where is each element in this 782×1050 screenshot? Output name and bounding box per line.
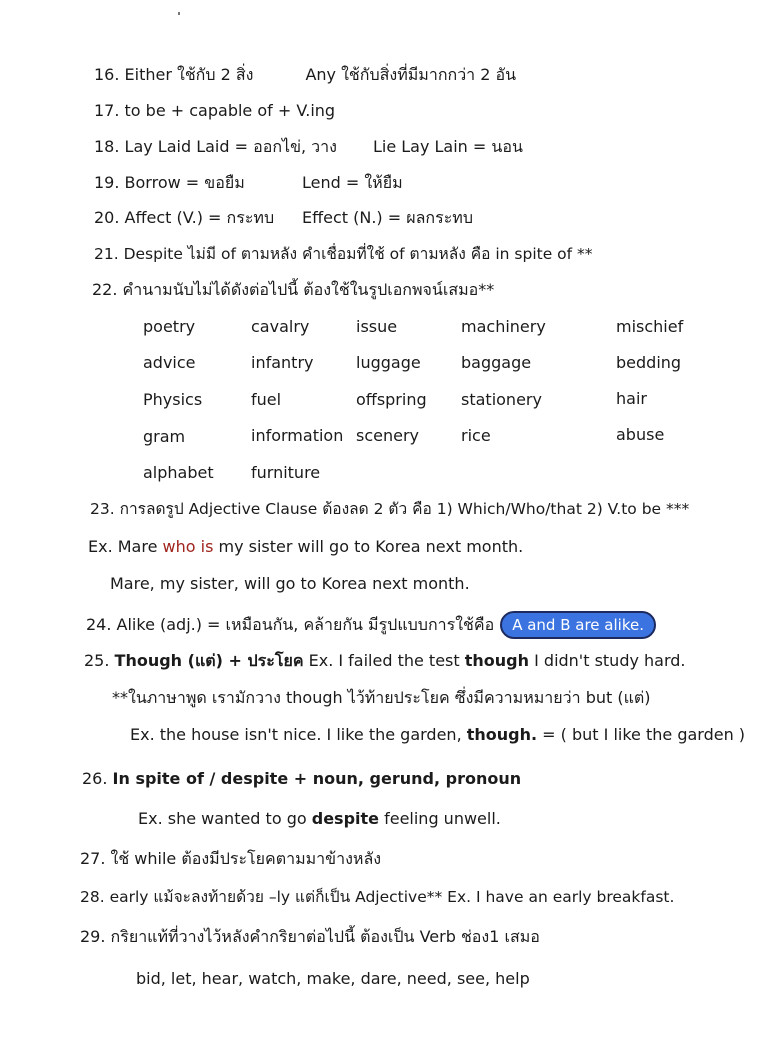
noun-word: scenery [356,426,420,445]
noun-word: offspring [356,390,427,409]
noun-word: bedding [616,353,682,372]
rule-18-lay: 18. Lay Laid Laid = ออกไข่, วาง [94,137,337,156]
scan-speck [178,12,180,15]
noun-word: infantry [251,353,314,372]
noun-word: alphabet [143,463,214,482]
rule-22: 22. คำนามนับไม่ได้ดังต่อไปนี้ ต้องใช้ในรูปเอกพจน์เสมอ** [92,280,495,299]
noun-word: poetry [143,317,196,336]
rule-number: 26. [82,769,113,788]
noun-word: fuel [251,390,282,409]
noun-word: baggage [461,353,532,372]
example-text: I didn't study hard. [529,651,686,670]
noun-word: information [251,426,344,445]
example-text: Ex. she wanted to go [138,809,312,828]
noun-word: furniture [251,463,321,482]
rule-25-note: **ในภาษาพูด เรามักวาง though ไว้ท้ายประโยค ซึ่งมีความหมายว่า but (แต่) [112,688,651,707]
example-text: = ( but I like the garden ) [537,725,746,744]
noun-word: mischief [616,317,684,336]
bold-word: though [464,651,530,670]
bold-rule: Though (แต่) + ประโยค [114,651,304,670]
rule-26-example [138,808,501,830]
noun-word: cavalry [251,317,310,336]
rule-number: 25. [84,651,115,670]
noun-word: advice [143,353,196,372]
bold-word: despite [311,809,379,828]
rule-20-effect: Effect (N.) = ผลกระทบ [302,208,474,227]
rule-18-lie: Lie Lay Lain = นอน [372,137,523,156]
example-text: Ex. I failed the test [303,651,465,670]
rule-19-borrow: 19. Borrow = ขอยืม [94,173,245,192]
rule-23-example-reduced: Mare, my sister, will go to Korea next month. [110,574,470,593]
noun-word: stationery [461,390,542,409]
rule-27: 27. ใช้ while ต้องมีประโยคตามมาข้างหลัง [80,849,382,868]
bold-word: though. [466,725,538,744]
rule-19 [94,172,403,194]
example-text: my sister will go to Korea next month. [213,537,524,556]
rule-23-example [88,536,523,558]
noun-word: gram [143,427,186,446]
noun-word: issue [356,317,398,336]
rule-28: 28. early แม้จะลงท้ายด้วย –ly แต่ก็เป็น Adjective** Ex. I have an early breakfast. [80,888,675,906]
noun-word: machinery [461,317,546,336]
rule-17: 17. to be + capable of + V.ing [94,101,336,120]
noun-word: rice [461,426,491,445]
noun-word: abuse [616,425,665,444]
rule-19-lend: Lend = ให้ยืม [302,173,403,192]
rule-18 [94,136,523,158]
example-text: feeling unwell. [379,809,501,828]
rule-23: 23. การลดรูป Adjective Clause ต้องลด 2 ตัว คือ 1) Which/Who/that 2) V.to be *** [90,500,690,518]
rule-24 [86,611,656,639]
highlighted-pattern: A and B are alike. [500,611,656,639]
rule-16 [94,64,516,86]
noun-word: hair [616,389,647,408]
example-text: Ex. Mare [88,537,163,556]
rule-20-affect: 20. Affect (V.) = กระทบ [94,208,275,227]
rule-24-text: 24. Alike (adj.) = เหมือนกัน, คล้ายกัน มีรูปแบบการใช้คือ [86,615,495,634]
rule-25-example [130,724,745,746]
rule-16-any: Any ใช้กับสิ่งที่มีมากกว่า 2 อัน [305,65,517,84]
rule-20 [94,207,473,229]
rule-21: 21. Despite ไม่มี of ตามหลัง คำเชื่อมที่ใช้ of ตามหลัง คือ in spite of ** [94,245,593,263]
noun-word: Physics [143,390,203,409]
rule-26 [82,768,521,790]
noun-word: luggage [356,353,421,372]
highlighted-clause: who is [162,537,214,556]
example-text: Ex. the house isn't nice. I like the garden, [130,725,467,744]
bold-rule: In spite of / despite + noun, gerund, pronoun [112,769,522,788]
rule-25 [84,650,686,672]
rule-29: 29. กริยาแท้ที่วางไว้หลังคำกริยาต่อไปนี้ ต้องเป็น Verb ช่อง1 เสมอ [80,927,540,946]
rule-16-either: 16. Either ใช้กับ 2 สิ่ง [94,65,254,84]
rule-29-verbs: bid, let, hear, watch, make, dare, need, see, help [136,969,530,988]
